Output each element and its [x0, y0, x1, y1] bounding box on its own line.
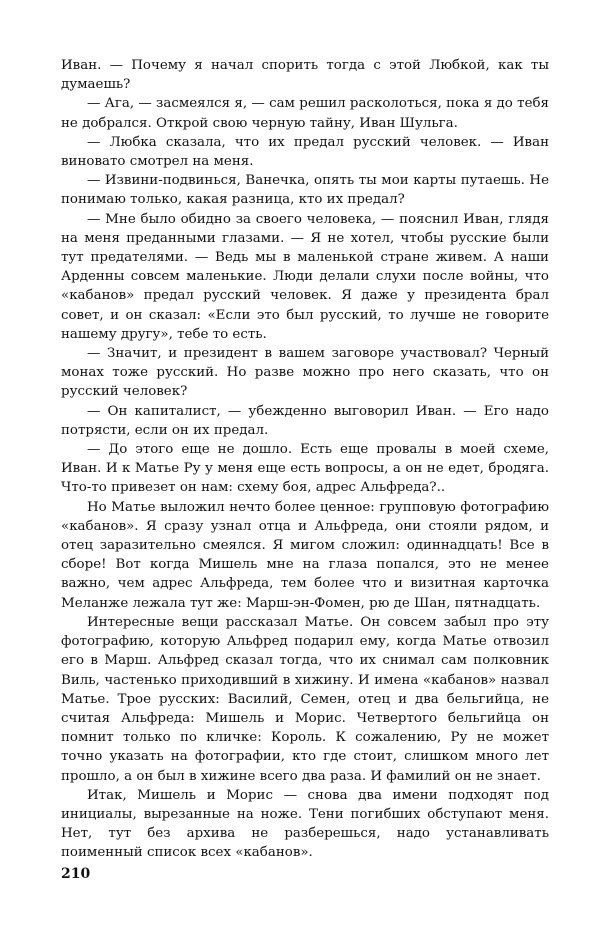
paragraph-7: — Он капиталист, — убежденно выговорил Иван. — Его надо потрясти, если он их предал.: [61, 403, 549, 438]
paragraph-11: Итак, Мишель и Морис — снова два имени подходят под инициалы, вырезанные на ноже. Тени погибших обступают меня. Нет, тут без архива не разберешься, надо устанавливать поименный список всех «кабанов».: [61, 787, 549, 861]
paragraph-9: Но Матье выложил нечто более ценное: групповую фотографию «кабанов». Я сразу узнал отца и Альфреда, они стояли рядом, и отец заразительно смеялся. Я мигом сложил: одиннадцать! Все в сборе! Вот когда Мишель мне на глаза попался, это не менее важно, чем адрес Альфреда, тем более что и визитная карточка Меланже лежала тут же: Марш-эн-Фомен, рю де Шан, пятнадцать.: [61, 499, 549, 611]
paragraph-10: Интересные вещи рассказал Матье. Он совсем забыл про эту фотографию, которую Альфред подарил ему, когда Матье отвозил его в Марш. Альфред сказал тогда, что их снимал сам полковник Виль, частенько приходивший в хижину. И имена «кабанов» назвал Матье. Трое русских: Василий, Семен, отец и два бельгийца, не считая Альфреда: Мишель и Морис. Четвертого бельгийца он помнит только по кличке: Король. К сожалению, Ру не может точно указать на фотографии, кто где стоит, слишком много лет прошло, а он был в хижине всего два раза. И фамилий он не знает.: [61, 614, 549, 784]
paragraph-4: — Извини-подвинься, Ванечка, опять ты мои карты путаешь. Не понимаю только, какая разница, кто их предал?: [61, 173, 549, 208]
paragraph-8: — До этого еще не дошло. Есть еще провалы в моей схеме, Иван. И к Матье Ру у меня еще есть вопросы, а он не едет, бродяга. Что-то привезет он нам: схему боя, адрес Альфреда?..: [61, 442, 549, 496]
page-number: 210: [61, 866, 91, 882]
paragraph-1: Иван. — Почему я начал спорить тогда с этой Любкой, как ты думаешь?: [61, 58, 549, 93]
paragraph-3: — Любка сказала, что их предал русский человек. — Иван виновато смотрел на меня.: [61, 134, 549, 170]
paragraph-5: — Мне было обидно за своего человека, — пояснил Иван, глядя на меня преданными глазами. — Я не хотел, чтобы русские были тут предателями. — Ведь мы в маленькой стране живем. А наши Арденны совсем маленькие. Люди делали слухи после войны, что «кабанов» предал русский человек. Я даже у президента брал совет, и он сказал: «Если это был русский, то лучше не говорите нашему другу», тебе то есть.: [61, 211, 549, 342]
page-body: [61, 56, 549, 863]
paragraph-6: — Значит, и президент в вашем заговоре участвовал? Черный монах тоже русский. Но разве можно про него сказать, что он русский человек?: [61, 346, 549, 400]
paragraph-2: — Ага, — засмеялся я, — сам решил расколоться, пока я до тебя не добрался. Открой свою черную тайну, Иван Шульга.: [61, 96, 549, 131]
